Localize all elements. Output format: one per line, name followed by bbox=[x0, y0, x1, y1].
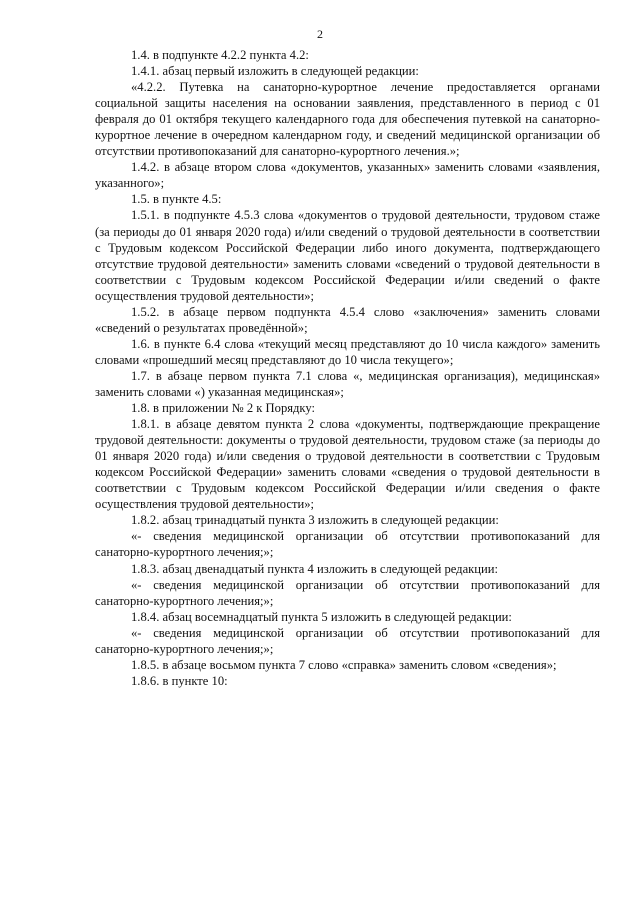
paragraph-1-6: 1.6. в пункте 6.4 слова «текущий месяц представляют до 10 числа каждого» заменить словами «прошедший месяц представляют до 10 числа текущего»; bbox=[95, 336, 600, 367]
document-body bbox=[95, 47, 600, 689]
paragraph-1-5: 1.5. в пункте 4.5: bbox=[131, 192, 222, 207]
paragraph-1-4: 1.4. в подпункте 4.2.2 пункта 4.2: bbox=[131, 48, 309, 62]
paragraph-1-7: 1.7. в абзаце первом пункта 7.1 слова «, медицинская организация), медицинская» заменить словами «) указанная медицинская»; bbox=[95, 368, 600, 399]
paragraph-1-8-6: 1.8.6. в пункте 10: bbox=[131, 673, 228, 688]
paragraph-1-4-2: 1.4.2. в абзаце втором слова «документов, указанных» заменить словами «заявления, указанного»; bbox=[95, 160, 600, 191]
paragraph-1-5-2: 1.5.2. в абзаце первом подпункта 4.5.4 слово «заключения» заменить словами «сведений о результатах проведённой»; bbox=[95, 304, 600, 335]
paragraph-1-8-3: 1.8.3. абзац двенадцатый пункта 4 изложить в следующей редакции: bbox=[131, 561, 499, 576]
paragraph-1-8-2: 1.8.2. абзац тринадцатый пункта 3 изложить в следующей редакции: bbox=[131, 513, 499, 528]
page-number: 2 bbox=[317, 27, 323, 41]
paragraph-1-8: 1.8. в приложении № 2 к Порядку: bbox=[131, 401, 316, 416]
paragraph-quote-4-2-2: «4.2.2. Путевка на санаторно-курортное лечение предоставляется органами социальной защиты населения на основании заявления, представленного в период с 01 февраля до 01 октября текущего календарного года для обеспечения путевкой на санаторно-курортное лечение в очередном календарном году, и сведений медицинской организации об отсутствии противопоказаний для санаторно-курортного лечения.»; bbox=[95, 80, 600, 159]
paragraph-1-8-4: 1.8.4. абзац восемнадцатый пункта 5 изложить в следующей редакции: bbox=[131, 609, 512, 624]
paragraph-quote-1-8-2: «- сведения медицинской организации об отсутствии противопоказаний для санаторно-курортного лечения;»; bbox=[95, 529, 600, 560]
paragraph-1-5-1: 1.5.1. в подпункте 4.5.3 слова «документов о трудовой деятельности, трудовом стаже (за периоды до 01 января 2020 года) и/или сведений о трудовой деятельности в соответствии с Трудовым кодексом Российской Федерации либо иного документа, подтверждающего отсутствие трудовой деятельности» заменить словами «сведений о трудовой деятельности в соответствии с Трудовым кодексом Российской Федерации и/или сведений о факте осуществления трудовой деятельности»; bbox=[95, 208, 600, 303]
paragraph-quote-1-8-3: «- сведения медицинской организации об отсутствии противопоказаний для санаторно-курортного лечения;»; bbox=[95, 577, 600, 608]
paragraph-quote-1-8-4: «- сведения медицинской организации об отсутствии противопоказаний для санаторно-курортного лечения;»; bbox=[95, 625, 600, 656]
paragraph-1-8-5: 1.8.5. в абзаце восьмом пункта 7 слово «справка» заменить словом «сведения»; bbox=[131, 657, 557, 672]
paragraph-1-8-1: 1.8.1. в абзаце девятом пункта 2 слова «документы, подтверждающие прекращение трудовой деятельности: документы о трудовой деятельности, трудовом стаже (за периоды до 01 января 2020 года) и/или сведения о трудовой деятельности в соответствии с Трудовым кодексом Российской Федерации» заменить словами «сведения о трудовой деятельности в соответствии с Трудовым кодексом Российской Федерации и/или сведения о факте осуществления трудовой деятельности»; bbox=[95, 417, 600, 512]
paragraph-1-4-1: 1.4.1. абзац первый изложить в следующей редакции: bbox=[131, 64, 419, 79]
